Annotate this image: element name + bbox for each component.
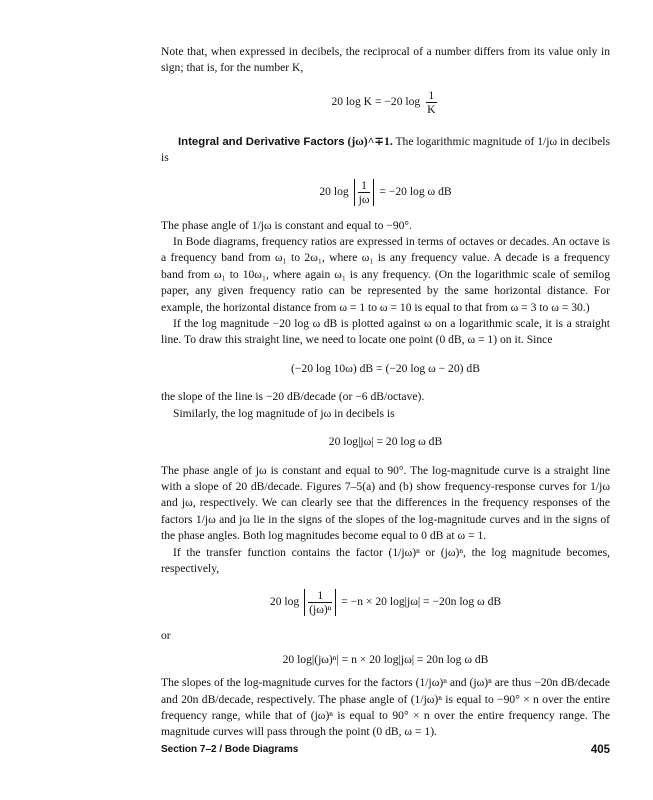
- connector-text: or: [161, 629, 171, 643]
- paragraph: If the transfer function contains the factor (1/jω)ⁿ or (jω)ⁿ, the log magnitude becomes, respectively,: [161, 545, 610, 575]
- page-footer: [161, 744, 610, 755]
- equation: [161, 89, 610, 116]
- equation-lhs: 20 log: [319, 184, 349, 198]
- fraction-denominator: jω: [358, 192, 370, 206]
- paragraph: In Bode diagrams, frequency ratios are expressed in terms of octaves or decades. An octave is a frequency band from ω₁ to 2ω₁, where ω₁ is any frequency value. A decade is a frequency band from ω₁ to 10ω₁, where again ω₁ is any frequency. (On the logarithmic scale of semilog paper, any given frequency ratio can be represented by the same horizontal distance. For example, the horizontal distance from ω = 1 to ω = 10 is equal to that from ω = 3 to ω = 30.): [161, 235, 610, 314]
- equation-rhs: = −n × 20 log|jω| = −20n log ω dB: [341, 595, 502, 609]
- equation-lhs: 20 log K = −20 log: [331, 94, 421, 108]
- paragraph: the slope of the line is −20 dB/decade (or −6 dB/octave).: [161, 390, 425, 404]
- section-heading: [161, 134, 610, 167]
- fraction: [426, 89, 436, 116]
- absolute-value: [304, 589, 336, 616]
- fraction: [308, 589, 332, 616]
- equation: [161, 179, 610, 206]
- paragraph: If the log magnitude −20 log ω dB is plotted against ω on a logarithmic scale, it is a straight line. To draw this straight line, we need to locate one point (0 dB, ω = 1) on it. Since: [161, 317, 610, 347]
- fraction-denominator: K: [427, 102, 436, 116]
- paragraph: The phase angle of 1/jω is constant and equal to −90°.: [161, 218, 412, 232]
- paragraph: Similarly, the log magnitude of jω in decibels is: [173, 406, 395, 420]
- page-body: [161, 44, 610, 741]
- footer-section: Section 7–2 / Bode Diagrams: [161, 744, 299, 755]
- fraction-numerator: 1: [428, 88, 435, 102]
- heading-math: (jω)^∓1.: [347, 134, 393, 148]
- equation-lhs: 20 log: [269, 595, 300, 609]
- fraction: [358, 179, 371, 206]
- equation: 20 log|jω| = 20 log ω dB: [328, 435, 443, 449]
- paragraph: Note that, when expressed in decibels, the reciprocal of a number differs from its value only in sign; that is, for the number K,: [161, 45, 610, 75]
- equation: 20 log|(jω)ⁿ| = n × 20 log|jω| = 20n log ω dB: [282, 652, 489, 666]
- heading-text: The logarithmic magnitude of 1/jω in decibels is: [161, 134, 610, 165]
- absolute-value: [354, 179, 375, 206]
- fraction-numerator: 1: [361, 178, 367, 192]
- paragraph: The phase angle of jω is constant and equal to 90°. The log-magnitude curve is a straight line with a slope of 20 dB/decade. Figures 7–5(a) and (b) show frequency-response curves for 1/jω and jω, respectively. We can clearly see that the differences in the frequency responses of the factors 1/jω and jω lie in the signs of the slopes of the log-magnitude curves and in the signs of the phase angles. Both log magnitudes become equal to 0 dB at ω = 1.: [161, 463, 610, 543]
- fraction-denominator: (jω)ⁿ: [309, 603, 332, 617]
- equation: (−20 log 10ω) dB = (−20 log ω − 20) dB: [291, 361, 480, 375]
- page-number: 405: [590, 744, 610, 756]
- heading-title: Integral and Derivative Factors: [178, 135, 345, 148]
- equation-rhs: = −20 log ω dB: [379, 184, 452, 198]
- fraction-numerator: 1: [317, 589, 324, 603]
- paragraph: The slopes of the log-magnitude curves for the factors (1/jω)ⁿ and (jω)ⁿ are thus −20n dB/decade and 20n dB/decade, respectively. The phase angle of (1/jω)ⁿ is equal to −90° × n over the entire frequency range, while that of (jω)ⁿ is equal to 90° × n over the entire frequency range. The magnitude curves will pass through the point (0 dB, ω = 1).: [161, 676, 610, 739]
- equation: [161, 589, 610, 616]
